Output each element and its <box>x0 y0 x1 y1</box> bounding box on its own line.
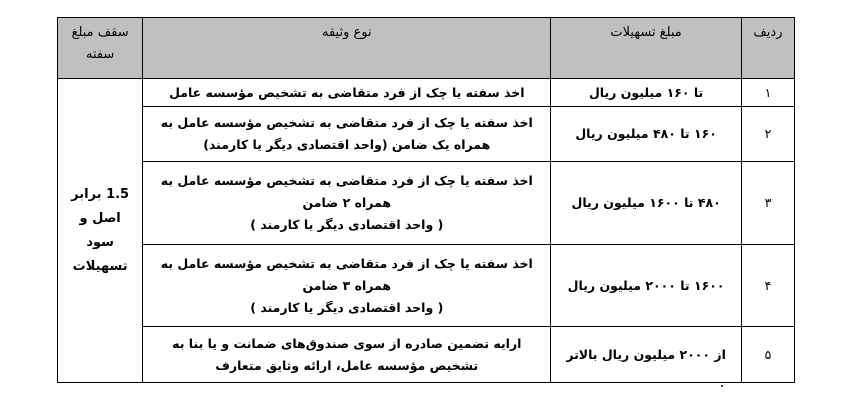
collateral-line: اخذ سفته یا چک از فرد متقاضی به تشخیص مؤسسه عامل <box>169 84 525 100</box>
row-number: ۱ <box>741 79 794 107</box>
facility-amount: ۱۶۰۰ تا ۲۰۰۰ میلیون ریال <box>551 245 742 327</box>
collateral-line: همراه ۳ ضامن <box>302 277 392 293</box>
table-row <box>58 79 795 107</box>
header-row <box>58 18 795 79</box>
collateral-type <box>143 162 551 245</box>
row-number: ۳ <box>741 162 794 245</box>
cap-line3: تسهیلات <box>72 258 128 274</box>
scan-artifact-dot <box>721 385 723 387</box>
table-row <box>58 245 795 327</box>
collateral-type <box>143 107 551 162</box>
collateral-line: ( واحد اقتصادی دیگر یا کارمند ) <box>250 299 444 315</box>
loan-collateral-table <box>57 17 795 383</box>
table-row <box>58 162 795 245</box>
collateral-line: اخذ سفته یا چک از فرد متقاضی به تشخیص مؤسسه عامل به <box>160 115 533 130</box>
collateral-line: تشخیص مؤسسه عامل، ارائه وثایق متعارف <box>215 357 479 373</box>
header-promissory-cap-line2: سفته <box>85 47 115 62</box>
collateral-line: ارایه تضمین صادره از سوی صندوق‌های ضمانت و یا بنا به <box>172 335 522 351</box>
header-facility-amount: مبلغ تسهیلات <box>551 18 742 79</box>
table-row <box>58 327 795 383</box>
collateral-line: ( واحد اقتصادی دیگر یا کارمند ) <box>250 217 444 232</box>
header-collateral-type: نوع وثیقه <box>143 18 551 79</box>
promissory-cap-value <box>58 79 143 383</box>
row-number: ۵ <box>741 327 794 383</box>
collateral-line: همراه یک ضامن (واحد اقتصادی دیگر یا کارمند) <box>203 137 491 152</box>
facility-amount: ۴۸۰ تا ۱۶۰۰ میلیون ریال <box>551 162 742 245</box>
cap-line1: 1.5 برابر <box>71 186 130 202</box>
collateral-line: اخذ سفته یا چک از فرد متقاضی به تشخیص مؤسسه عامل به <box>160 255 533 271</box>
collateral-type <box>143 79 551 107</box>
header-promissory-cap <box>58 18 143 79</box>
collateral-line: همراه ۲ ضامن <box>302 195 392 210</box>
row-number: ۲ <box>741 107 794 162</box>
collateral-type <box>143 327 551 383</box>
row-number: ۴ <box>741 245 794 327</box>
facility-amount: از ۲۰۰۰ میلیون ریال بالاتر <box>551 327 742 383</box>
header-promissory-cap-line1: سقف مبلغ <box>71 25 129 40</box>
collateral-type <box>143 245 551 327</box>
facility-amount: ۱۶۰ تا ۴۸۰ میلیون ریال <box>551 107 742 162</box>
cap-line2: اصل و سود <box>79 210 121 250</box>
table-row <box>58 107 795 162</box>
collateral-line: اخذ سفته یا چک از فرد متقاضی به تشخیص مؤسسه عامل به <box>160 173 533 188</box>
header-row-number: ردیف <box>741 18 794 79</box>
facility-amount: تا ۱۶۰ میلیون ریال <box>551 79 742 107</box>
